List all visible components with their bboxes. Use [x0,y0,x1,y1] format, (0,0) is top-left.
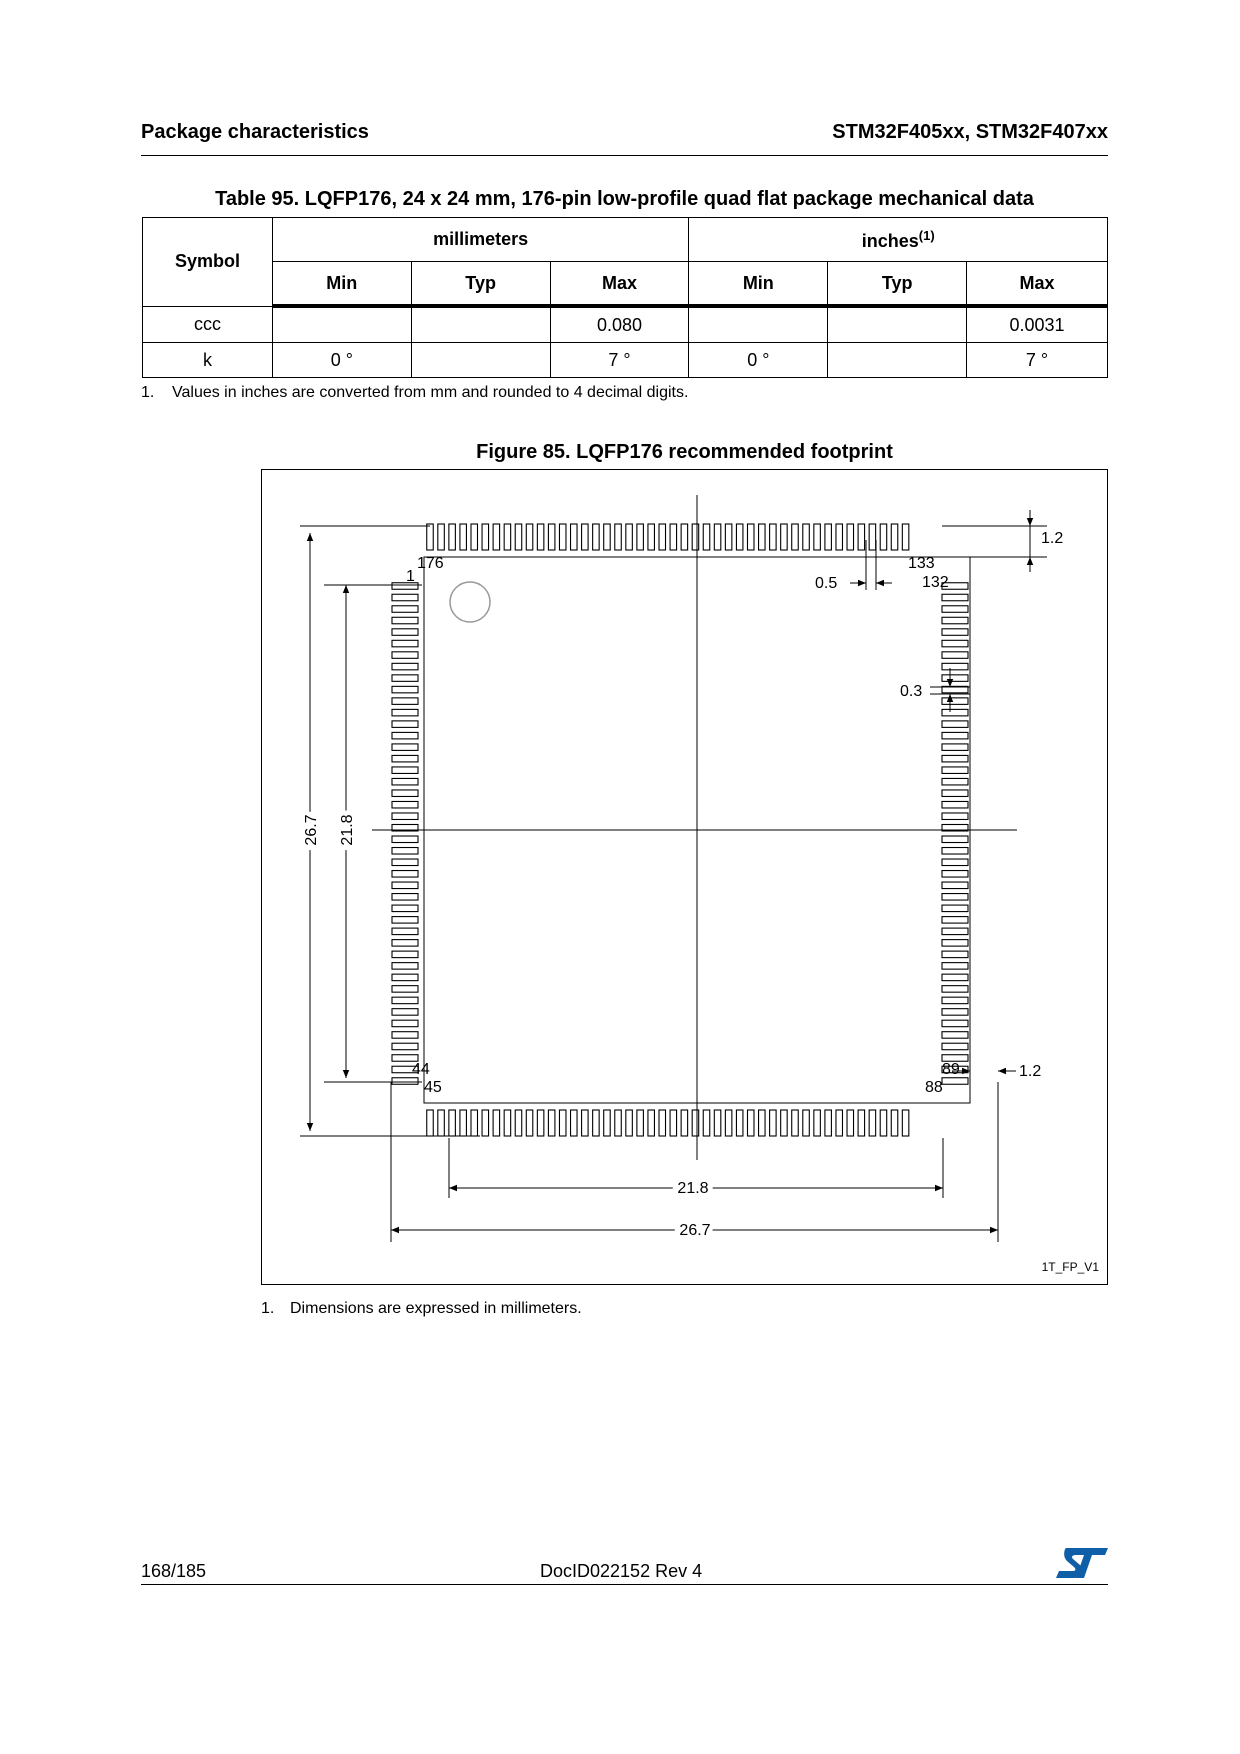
footprint-pad [392,917,418,924]
mechanical-data-table [142,217,1108,378]
footprint-pad [392,1009,418,1016]
figure-footnote-number: 1. [261,1300,275,1317]
footprint-pad [392,997,418,1004]
footprint-pad [392,652,418,659]
figure-title: Figure 85. LQFP176 recommended footprint [476,441,893,463]
footer-doc-id: DocID022152 Rev 4 [540,1561,703,1581]
footprint-pad [392,606,418,613]
footprint-pad [942,629,968,636]
footprint-pad [891,1110,898,1136]
footprint-pad [942,1009,968,1016]
footprint-pad [942,1020,968,1026]
footprint-pad [637,1110,644,1136]
cell-in-min [689,306,828,343]
footprint-pad [670,524,677,550]
dim-inner-span-horizontal: 21.8 [677,1180,709,1197]
footprint-pad [942,905,968,912]
footprint-pad [942,940,968,947]
footprint-pad [847,1110,854,1136]
footprint-pad [427,524,434,550]
footprint-pad [759,1110,766,1136]
footprint-pad [770,1110,777,1136]
footprint-pad [392,1032,418,1039]
pin-label-44: 44 [412,1061,430,1078]
footprint-pad [942,882,968,889]
footprint-pad [770,524,777,550]
footprint-pad [482,524,489,550]
footprint-pad [626,524,633,550]
footprint-pad [659,1110,666,1136]
footprint-pad [392,686,418,693]
cell-symbol: ccc [143,306,273,343]
footprint-pad [942,997,968,1004]
figure-footnote [261,1300,582,1318]
footprint-pad [582,1110,589,1136]
footprint-pad [880,524,887,550]
footprint-pad [648,524,655,550]
footprint-pad [449,1110,456,1136]
footprint-pad [392,698,418,705]
pin-label-88: 88 [925,1079,943,1096]
footprint-pad [942,859,968,866]
footprint-pad [681,524,688,550]
footprint-pad [759,524,766,550]
footprint-pad [942,974,968,981]
footprint-pad [891,524,898,550]
footprint-pad [869,524,876,550]
dim-outer-span-horizontal: 26.7 [679,1222,711,1239]
footprint-pad [792,524,799,550]
footprint-pad [460,524,467,550]
dim-pad-length-bottom: 1.2 [1019,1063,1042,1080]
pin-label-176: 176 [417,555,444,572]
footprint-pad [392,675,418,682]
footprint-drawing [262,470,1109,1286]
footprint-pad [571,1110,578,1136]
footprint-pad [736,1110,743,1136]
col-in-typ: Typ [828,262,967,307]
footprint-pad [515,1110,522,1136]
footprint-pad [559,1110,566,1136]
footprint-pad [637,524,644,550]
footprint-pad [582,524,589,550]
footprint-pad [493,524,500,550]
footprint-pad [814,524,821,550]
footprint-pad [427,1110,434,1136]
footprint-pad [392,986,418,993]
footprint-pad [392,848,418,855]
figure-footnote-text: Dimensions are expressed in millimeters. [290,1300,582,1317]
pin-label-89: 89 [942,1061,960,1078]
pin1-marker-circle [450,582,490,622]
dim-outer-span-vertical: 26.7 [303,814,320,846]
table-title: Table 95. LQFP176, 24 x 24 mm, 176-pin low-profile quad flat package mechanical data [215,188,1034,210]
footprint-pad [392,974,418,981]
footprint-pad [392,801,418,808]
footprint-pad [392,732,418,739]
footprint-pad [392,767,418,774]
footprint-pad [942,594,968,601]
footprint-pad [438,1110,445,1136]
cell-mm-max: 7 ° [550,343,689,378]
footprint-pad [792,1110,799,1136]
cell-in-max: 0.0031 [967,306,1108,343]
footprint-pad [803,1110,810,1136]
cell-mm-min: 0 ° [272,343,411,378]
footprint-pad [392,940,418,947]
footprint-pad [392,755,418,762]
footprint-pad [460,1110,467,1136]
dim-pad-length: 1.2 [1041,530,1064,547]
footprint-pad [942,606,968,613]
footprint-pad [392,871,418,878]
footprint-pad [670,1110,677,1136]
footprint-pad [942,663,968,670]
col-mm-max: Max [550,262,689,307]
footprint-pad [902,524,909,550]
footprint-pad [747,1110,754,1136]
footprint-pad [942,617,968,624]
footprint-pad [942,836,968,843]
footprint-pad [814,1110,821,1136]
footprint-pad [604,1110,611,1136]
footprint-pad [392,744,418,751]
footprint-pad [942,709,968,716]
footprint-pad [615,1110,622,1136]
footprint-pad [902,1110,909,1136]
footprint-pad [692,524,699,550]
dim-pitch: 0.5 [815,575,838,592]
footprint-pad [392,1020,418,1026]
footprint-pad [725,1110,732,1136]
footprint-pad [504,524,511,550]
footprint-pad [942,721,968,728]
footprint-pad [714,1110,721,1136]
footprint-pad [392,951,418,958]
footprint-pad [471,524,478,550]
footprint-pad [604,524,611,550]
pin-label-132: 132 [922,574,949,591]
footprint-pad [942,732,968,739]
footprint-pad [681,1110,688,1136]
footprint-pad [392,790,418,797]
footer-page-number: 168/185 [141,1561,207,1581]
cell-symbol: k [143,343,273,378]
footprint-pad [781,524,788,550]
footprint-pad [493,1110,500,1136]
cell-in-max: 7 ° [967,343,1108,378]
pin-label-1: 1 [406,568,415,585]
footprint-pad [392,778,418,785]
footprint-pad [703,1110,710,1136]
inches-footnote-ref: (1) [918,227,935,243]
cell-in-typ [828,343,967,378]
footprint-pad [449,524,456,550]
footprint-pad [942,963,968,970]
figure-code: 1T_FP_V1 [1041,1260,1099,1274]
col-millimeters-header: millimeters [272,218,689,262]
footprint-pad [747,524,754,550]
footprint-pad [392,813,418,820]
footprint-pad [392,894,418,901]
footprint-pad [714,524,721,550]
footprint-pad [559,524,566,550]
footprint-pad [836,524,843,550]
footprint-pad [942,1043,968,1050]
footprint-pad [858,1110,865,1136]
footprint-pad [736,524,743,550]
footprint-pad [548,1110,555,1136]
footprint-pad [725,524,732,550]
footprint-pad [392,836,418,843]
footprint-pad [438,524,445,550]
header-section-title: Package characteristics [141,121,369,143]
footprint-pad [942,1032,968,1039]
footprint-pad [392,594,418,601]
footprint-pad [869,1110,876,1136]
footprint-pad [392,882,418,889]
table-row [143,306,1108,343]
col-symbol-header: Symbol [143,218,273,307]
footprint-pad [942,894,968,901]
footprint-pad [942,778,968,785]
footprint-pad [825,1110,832,1136]
footprint-pad [648,1110,655,1136]
footprint-pad [471,1110,478,1136]
footprint-pad [392,663,418,670]
footprint-pad [942,801,968,808]
dim-inner-span-vertical: 21.8 [339,814,356,846]
footprint-pad [942,675,968,682]
footprint-pad [482,1110,489,1136]
footprint-pad [392,629,418,636]
footprint-pad [942,986,968,993]
header-part-number: STM32F405xx, STM32F407xx [832,121,1108,143]
footprint-figure [261,469,1108,1285]
footprint-pad [392,963,418,970]
footprint-pad [392,709,418,716]
inches-label: inches [861,230,919,251]
cell-mm-typ [411,306,550,343]
cell-mm-min [272,306,411,343]
st-logo [1054,1546,1110,1580]
footprint-pad [659,524,666,550]
footprint-pad [942,744,968,751]
footprint-pad [626,1110,633,1136]
footprint-pad [593,1110,600,1136]
pin-label-133: 133 [908,555,935,572]
footprint-pad [858,524,865,550]
cell-mm-typ [411,343,550,378]
footprint-pad [847,524,854,550]
col-mm-typ: Typ [411,262,550,307]
cell-mm-max: 0.080 [550,306,689,343]
footprint-pad [942,871,968,878]
footprint-pad [537,524,544,550]
footprint-pad [836,1110,843,1136]
pin-label-45: 45 [424,1079,442,1096]
col-in-min: Min [689,262,828,307]
footprint-pad [942,767,968,774]
footprint-pad [781,1110,788,1136]
footprint-pad [593,524,600,550]
footprint-pad [504,1110,511,1136]
footprint-pad [942,755,968,762]
footprint-pad [942,652,968,659]
footprint-pad [526,524,533,550]
st-logo-shape [1056,1548,1108,1578]
footprint-pad [392,859,418,866]
footprint-pad [515,524,522,550]
footprint-pad [392,617,418,624]
footprint-pad [692,1110,699,1136]
table-row [143,343,1108,378]
footprint-pad [942,813,968,820]
footprint-pad [392,721,418,728]
col-in-max: Max [967,262,1108,307]
footprint-pad [571,524,578,550]
footprint-pad [825,524,832,550]
header-rule [141,155,1108,156]
cell-in-typ [828,306,967,343]
footprint-pad [803,524,810,550]
footprint-pad [548,524,555,550]
table-footnote-text: Values in inches are converted from mm and rounded to 4 decimal digits. [172,384,689,401]
footprint-pad [703,524,710,550]
footprint-pad [615,524,622,550]
footprint-pad [942,951,968,958]
footprint-pad [537,1110,544,1136]
footprint-pad [942,848,968,855]
footprint-pad [942,790,968,797]
footprint-pad [942,1078,968,1085]
table-footnote-number: 1. [141,384,155,401]
footprint-pad [392,640,418,647]
table-footnote [141,384,688,402]
footprint-pad [392,1043,418,1050]
col-inches-header [689,218,1108,262]
dim-pad-width: 0.3 [900,683,923,700]
col-mm-min: Min [272,262,411,307]
footprint-pad [392,928,418,935]
cell-in-min: 0 ° [689,343,828,378]
footprint-pad [942,917,968,924]
footprint-pad [942,640,968,647]
footprint-pad [880,1110,887,1136]
footprint-pad [526,1110,533,1136]
footprint-pad [942,698,968,705]
footprint-pad [392,905,418,912]
footprint-pad [942,928,968,935]
footer-rule [141,1584,1108,1585]
footprint-pad [392,1078,418,1085]
